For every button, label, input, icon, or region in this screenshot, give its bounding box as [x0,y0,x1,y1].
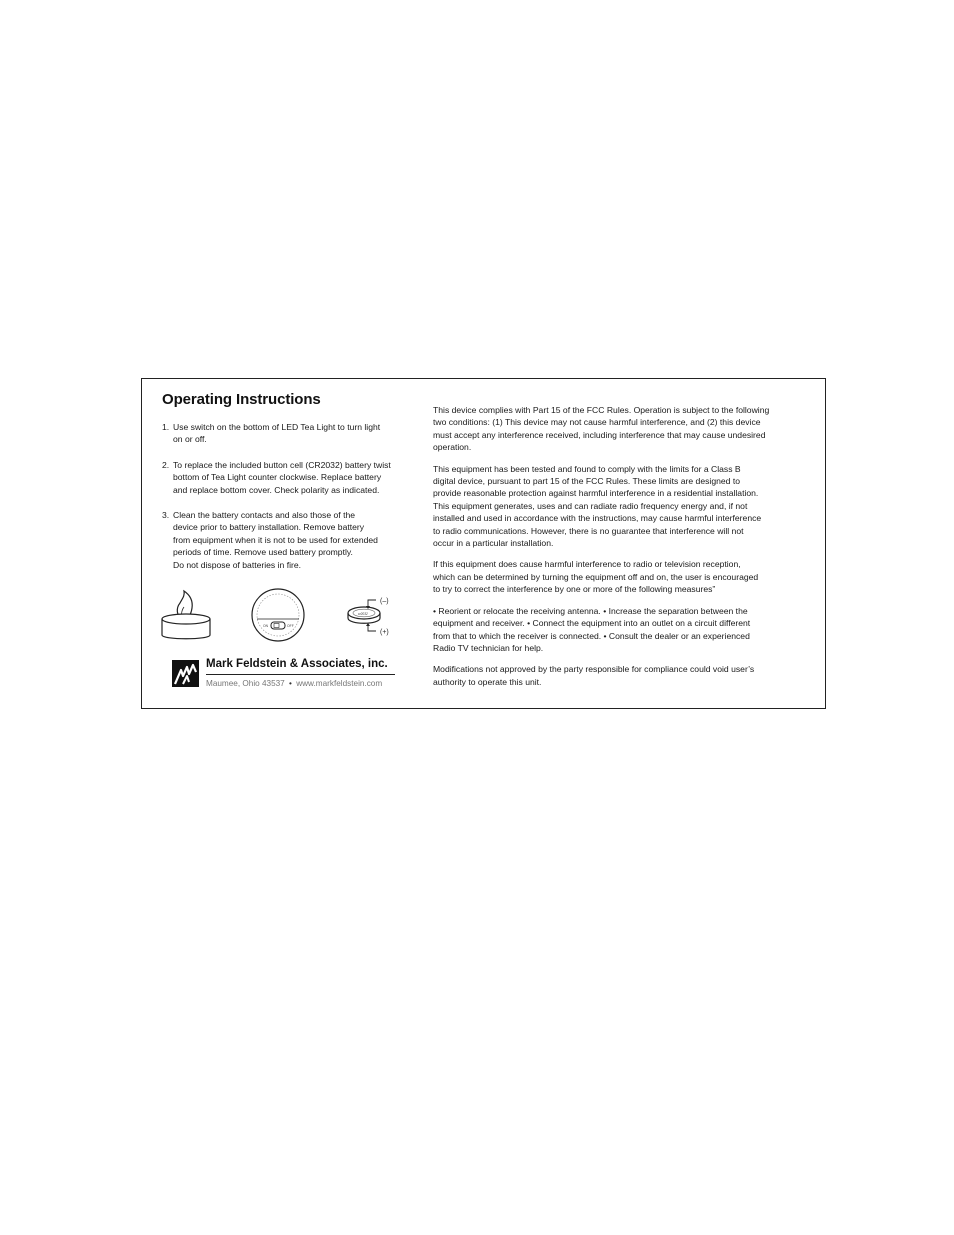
paragraph-line: digital device, pursuant to part 15 of the FCC Rules. These limits are designed to [433,476,740,487]
company-logo [172,658,402,694]
fcc-compliance-section [433,404,815,697]
paragraph-line: installed and used in accordance with the instructions, may cause harmful interference [433,513,762,524]
paragraph-line: two conditions: (1) This device may not cause harmful interference, and (2) this device [433,417,761,428]
logo-divider [206,674,395,675]
company-website: www.markfeldstein.com [296,679,383,688]
instruction-step-1 [162,421,424,446]
paragraph-line: which can be determined by turning the equipment off and on, the user is encouraged [433,571,759,582]
step-line: periods of time. Remove used battery promptly. [173,547,353,558]
mfa-logo-icon [172,660,199,687]
step-line: from equipment when it is not to be used for extended [173,534,378,545]
svg-text:cr2032: cr2032 [358,612,368,616]
fcc-paragraph-2 [433,463,815,550]
switch-off-label: OFF [287,624,294,628]
paragraph-line: to radio communications. However, there is no guarantee that interference will not [433,525,744,536]
instruction-steps [162,421,424,571]
step-text [173,459,424,496]
paragraph-line: Radio TV technician for help. [433,642,544,653]
step-text [173,509,424,571]
company-name: Mark Feldstein & Associates, inc. [206,658,388,670]
paragraph-line: • Reorient or relocate the receiving antenna. • Increase the separation between the [433,605,748,616]
tea-light-bottom-icon [250,587,306,643]
page-title: Operating Instructions [162,391,321,408]
paragraph-line: operation. [433,442,472,453]
paragraph-line: authority to operate this unit. [433,676,542,687]
step-line: on or off. [173,434,207,445]
step-number: 3. [162,510,170,521]
step-text [173,421,424,446]
step-number: 2. [162,459,170,470]
paragraph-line: from that to which the receiver is connected. • Consult the dealer or an experienced [433,630,750,641]
fcc-paragraph-1 [433,404,815,454]
company-contact [206,679,382,688]
step-line: Use switch on the bottom of LED Tea Light to turn light [173,422,381,432]
fcc-paragraph-5 [433,663,815,688]
separator-bullet: • [289,679,292,688]
fcc-paragraph-3 [433,558,815,595]
battery-plus-label: (+) [380,629,389,636]
step-number: 1. [162,422,170,432]
paragraph-line: must accept any interference received, including interference that may cause undesired [433,429,766,440]
instruction-step-3 [162,509,424,571]
step-line: and replace bottom cover. Check polarity as indicated. [173,484,380,495]
illustrations [156,587,418,651]
paragraph-line: provide reasonable protection against harmful interference in a residential installation. [433,488,759,499]
paragraph-line: Modifications not approved by the party responsible for compliance could void user’s [433,664,755,675]
paragraph-line: equipment and receiver. • Connect the equipment into an outlet on a circuit different [433,618,751,629]
company-address: Maumee, Ohio 43537 [206,679,285,688]
paragraph-line: If this equipment does cause harmful interference to radio or television reception, [433,559,741,570]
switch-on-label: ON [263,624,269,628]
step-line: device prior to battery installation. Remove battery [173,522,365,533]
paragraph-line: This equipment has been tested and found to comply with the limits for a Class B [433,463,741,474]
operating-instructions-section [162,391,424,584]
paragraph-line: to try to correct the interference by one or more of the following measures” [433,584,716,595]
button-cell-battery-icon [342,589,418,645]
paragraph-line: This device complies with Part 15 of the FCC Rules. Operation is subject to the following [433,405,770,415]
paragraph-line: This equipment generates, uses and can radiate radio frequency energy and, if not [433,500,748,511]
step-line: bottom of Tea Light counter clockwise. Replace battery [173,472,382,483]
battery-minus-label: (–) [380,598,389,605]
instruction-step-2 [162,459,424,496]
paragraph-line: occur in a particular installation. [433,538,554,549]
step-line: To replace the included button cell (CR2032) battery twist [173,459,391,470]
tea-light-icon [158,589,214,645]
instruction-card [141,378,826,709]
fcc-paragraph-4 [433,605,815,655]
step-line: Do not dispose of batteries in fire. [173,559,302,570]
step-line: Clean the battery contacts and also those of the [173,510,356,521]
